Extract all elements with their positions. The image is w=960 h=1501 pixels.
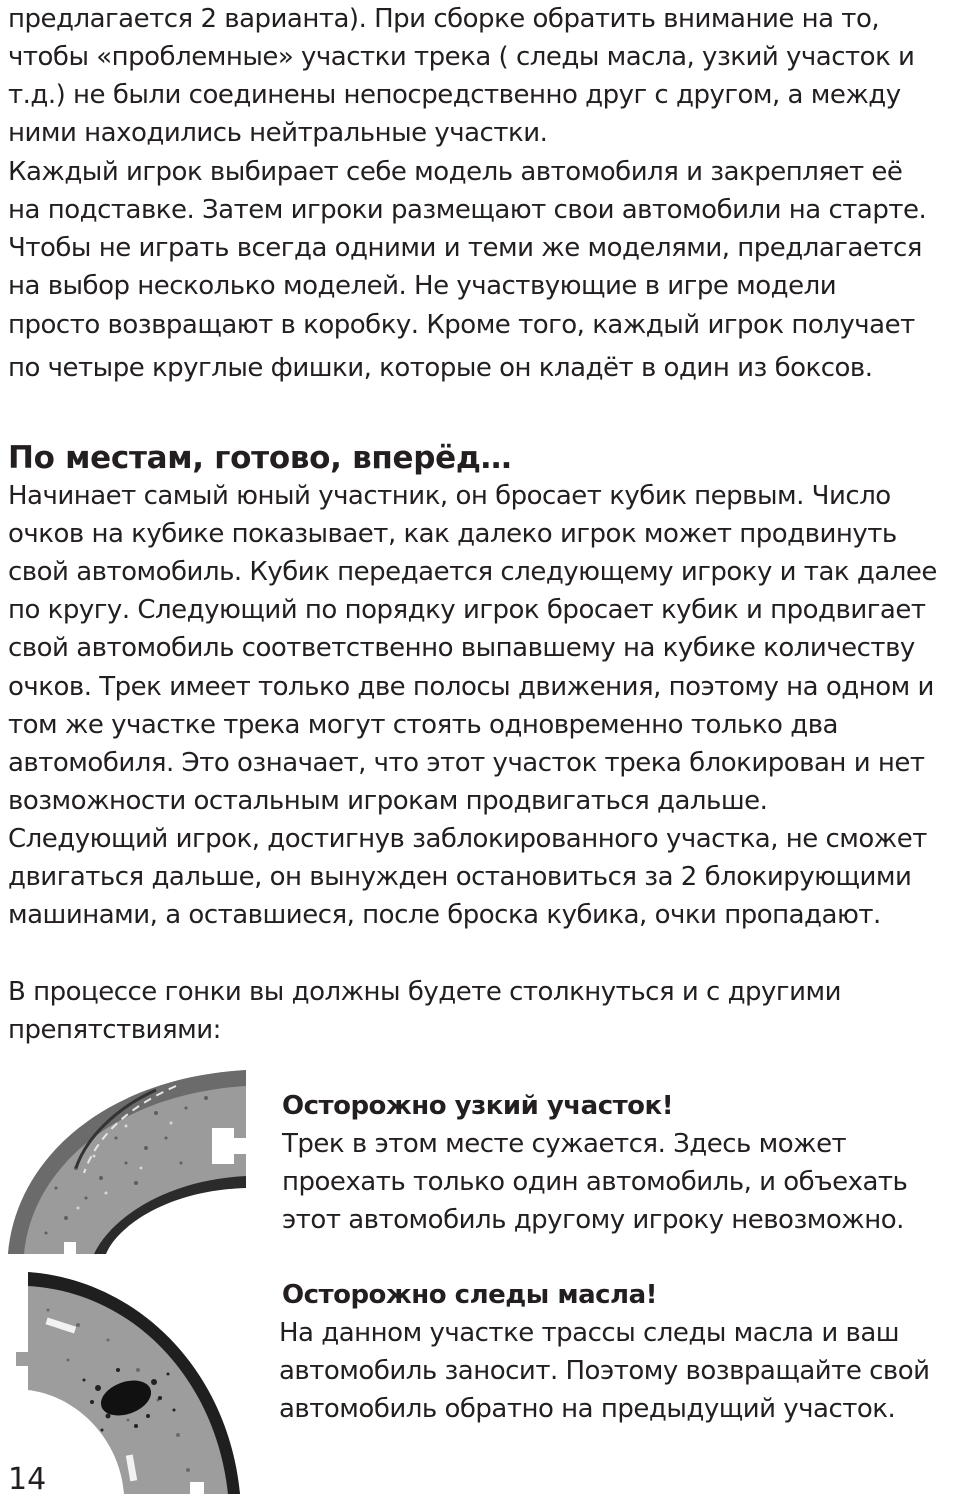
- intro-line: Каждый игрок выбирает себе модель автомобиля и закрепляет её: [8, 157, 903, 187]
- intro-line: предлагается 2 варианта). При сборке обратить внимание на то,: [8, 4, 880, 34]
- intro-line: чтобы «проблемные» участки трека ( следы масла, узкий участок и: [8, 42, 915, 72]
- section-title: По местам, готово, вперёд…: [8, 440, 512, 476]
- intro-line: на подставке. Затем игроки размещают свои автомобили на старте.: [8, 195, 927, 225]
- body-line: очков на кубике показывает, как далеко игрок может продвинуть: [8, 519, 897, 549]
- page-number: 14: [8, 1462, 47, 1497]
- hazard-title: Осторожно следы масла!: [282, 1280, 657, 1310]
- obstacles-intro-line: препятствиями:: [8, 1015, 221, 1045]
- intro-line: т.д.) не были соединены непосредственно друг с другом, а между: [8, 80, 901, 110]
- body-line: двигаться дальше, он вынужден остановиться за 2 блокирующими: [8, 862, 912, 892]
- body-line: свой автомобиль. Кубик передается следующему игроку и так далее: [8, 557, 937, 587]
- body-line: очков. Трек имеет только две полосы движения, поэтому на одном и: [8, 672, 934, 702]
- obstacles-intro-line: В процессе гонки вы должны будете столкнуться и с другими: [8, 977, 842, 1007]
- intro-line: на выбор несколько моделей. Не участвующие в игре модели: [8, 271, 837, 301]
- hazard-title: Осторожно узкий участок!: [282, 1091, 674, 1121]
- hazard-text: На данном участке трассы следы масла и ваш: [279, 1318, 900, 1348]
- body-line: по кругу. Следующий по порядку игрок бросает кубик и продвигает: [8, 595, 926, 625]
- hazard-text: проехать только один автомобиль, и объехать: [282, 1167, 908, 1197]
- hazard-text: этот автомобиль другому игроку невозможно.: [282, 1205, 904, 1235]
- body-line: машинами, а оставшиеся, после броска кубика, очки пропадают.: [8, 900, 881, 930]
- intro-line: ними находились нейтральные участки.: [8, 118, 548, 148]
- hazard-text: Трек в этом месте сужается. Здесь может: [282, 1129, 847, 1159]
- body-line: возможности остальным игрокам продвигаться дальше.: [8, 786, 768, 816]
- intro-line: Чтобы не играть всегда одними и теми же моделями, предлагается: [8, 233, 922, 263]
- body-line: том же участке трека могут стоять одновременно только два: [8, 710, 838, 740]
- body-line: свой автомобиль соответственно выпавшему на кубике количеству: [8, 633, 915, 663]
- hazard-text: автомобиль обратно на предыдущий участок.: [279, 1394, 896, 1424]
- hazard-text: автомобиль заносит. Поэтому возвращайте свой: [279, 1356, 930, 1386]
- body-line: Следующий игрок, достигнув заблокированного участка, не сможет: [8, 824, 927, 854]
- narrow-track-tile-icon: [6, 1068, 246, 1254]
- body-line: Начинает самый юный участник, он бросает кубик первым. Число: [8, 481, 891, 511]
- intro-line: по четыре круглые фишки, которые он кладёт в один из боксов.: [8, 353, 873, 383]
- intro-line: просто возвращают в коробку. Кроме того, каждый игрок получает: [8, 310, 915, 340]
- body-line: автомобиля. Это означает, что этот участок трека блокирован и нет: [8, 748, 925, 778]
